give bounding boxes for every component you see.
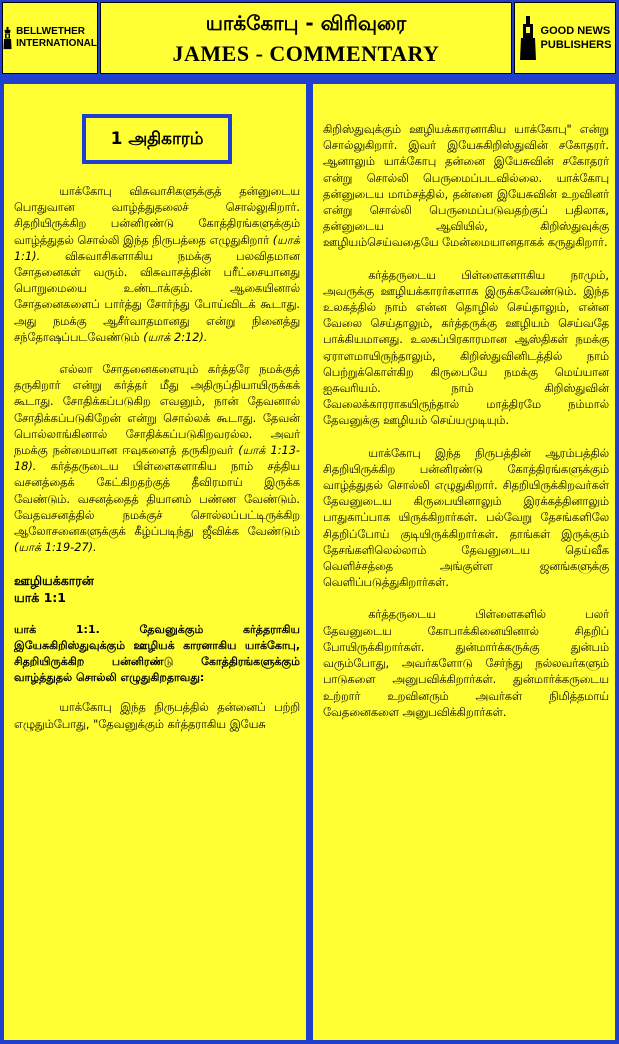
left-column [4, 84, 306, 1040]
paragraph: யாக்கோபு இந்த நிருபத்தில் தன்னைப் பற்றி எழுதும்போது, "தேவனுக்கும் கர்த்தராகிய இயேசு [14, 701, 300, 731]
scripture-reference: (யாக் 1:1). [14, 233, 300, 263]
right-column [313, 84, 615, 1040]
scripture-reference: (யாக் 2:12). [143, 330, 208, 344]
chapter-heading: 1 அதிகாரம் [82, 114, 232, 164]
bell-tower-icon [3, 16, 12, 60]
section-heading [14, 572, 300, 606]
section-title: ஊழியக்காரன் [14, 573, 94, 589]
logo-line-2: PUBLISHERS [540, 39, 612, 51]
tower-icon [519, 16, 537, 60]
logo-line-1: BELLWETHER [16, 26, 85, 37]
paragraph: கிறிஸ்துவுக்கும் ஊழியக்காரனாகிய யாக்கோபு" என்று சொல்லுகிறார். இவர் இயேசுகிறிஸ்துவின் சகோதரர். ஆனாலும் யாக்கோபு தன்னை இயேசுவின் சகோதரர் என்று சொல்லி பெருமைப்படவில்லை. யாக்கோபு தன்னுடைய மாம்சத்தில், தன்னை இயேசுவின் உறவினர் என்று சொல்லி பெருமைப்படுவதற்குப் பதிலாக, தன்னுடைய ஆவியில், கிறிஸ்துவுக்கு ஊழியம்செய்வதையே மேன்மையானதாகக் கருதுகிறார். [323, 123, 609, 250]
good-news-logo [514, 2, 616, 74]
paragraph: எல்லா சோதனைகளையும் கர்த்தரே நமக்குத் தருகிறார் என்று கர்த்தர் மீது அதிருப்தியாயிருக்கக் கூடாது. சோதிக்கப்படுகிற எவனும், நான் தேவனால் சோதிக்கப்படுகிறேன் என்று சொல்லக் கூடாது. தேவன் பொல்லாங்கினால் சோதிக்கப்படுகிறவரல்ல. அவர் நமக்கு நன்மையான ஈவுகளைத் தருகிறவர் (யாக் 1:13-18). கர்த்தருடைய பிள்ளைகளாகிய நாம் சத்திய வசனத்தைக் கேட்கிறதற்குத் தீவிரமாய் இருக்க வேண்டும். வசனத்தைத் தியானம் பண்ண வேண்டும். வேதவசனத்தில் நமக்குச் சொல்லப்பட்டிருக்கிற ஆலோசனைகளுக்குக் கீழ்ப்படிந்து ஜீவிக்க வேண்டும் (யாக் 1:19-27). [14, 363, 300, 555]
page-content [0, 80, 619, 1044]
section-reference: யாக் 1:1 [14, 590, 66, 606]
page-title-tamil: யாக்கோபு - விரிவுரை [205, 11, 407, 35]
paragraph: யாக்கோபு விசுவாசிகளுக்குத் தன்னுடைய பொதுவான வாழ்த்துதலைச் சொல்லுகிறார். சிதறியிருக்கிற பன்னிரண்டு கோத்திரங்களுக்கும் வாழ்த்துதல் சொல்லி இந்த நிருபத்தை எழுதுகிறார் (யாக் 1:1). விசுவாசிகளாகிய நமக்கு பலவிதமான சோதனைகள் வரும். விசுவாசத்தின் பரீட்சையானது பொறுமையை உண்டாக்கும். ஆகையினால் சோதனைகளைப் பார்த்து சோர்ந்து போய்விடக் கூடாது. அது நமக்கு ஆசீர்வாதமானது என்று நினைத்து சந்தோஷப்படவேண்டும் (யாக் 2:12). [14, 185, 300, 344]
paragraph: கர்த்தருடைய பிள்ளைகளாகிய நாமும், அவருக்கு ஊழியக்காரர்களாக இருக்கவேண்டும். இந்த உலகத்தில் நாம் என்ன தொழில் செய்தாலும், என்ன வேலை செய்தாலும், கர்த்தருக்கு ஊழியம் செய்வதே பாக்கியமானது. உலகப்பிரகாரமான ஆஸ்திகள் நமக்கு ஏராளமாயிருந்தாலும், கிறிஸ்துவினிடத்தில் நாம் பெற்றுக்கொள்கிற கிருபையே நமக்கு மெய்யான ஐசுவரியம். நாம் கிறிஸ்துவின் வேலைக்காரராகயிருந்தால் மாத்திரமே நம்மால் தேவனுக்கு ஊழியம் செய்யமுடியும். [323, 268, 609, 428]
verse-quote: யாக் 1:1. தேவனுக்கும் கர்த்தராகிய இயேசுகிறிஸ்துவுக்கும் ஊழியக் காரனாகிய யாக்கோபு, சிதறியிருக்கிற பன்னிரண்டு கோத்திரங்களுக்கும் வாழ்த்துதல் சொல்லி எழுதுகிறதாவது: [14, 623, 300, 685]
paragraph: கர்த்தருடைய பிள்ளைகளில் பலர் தேவனுடைய கோபாக்கினையினால் சிதறிப் போயிருக்கிறார்கள். துன்மார்க்கருக்கு துன்பம் வரும்போது, அவர்களோடு சேர்ந்து நல்லவர்களும் பாடுகளை அனுபவிக்கிறார்கள். துன்மார்க்கருடைய உற்றார் உறவினரும் அவர்கள் நிமித்தமாய் வேதனைகளை அனுபவிக்கிறார்கள். [323, 608, 609, 719]
scripture-reference: (யாக் 1:13-18). [14, 444, 300, 474]
paragraph: யாக்கோபு இந்த நிருபத்தின் ஆரம்பத்தில் சிதறியிருக்கிற பன்னிரண்டு கோத்திரங்களுக்கும் வாழ்த்துதல் சொல்லி எழுதுகிறார். சிதறியிருக்கிறவர்கள் தேவனுடைய கிருபையினாலும் இரக்கத்தினாலும் பாதுகாப்பாக யிருக்கிறார்கள். பல்வேறு தேசங்களிலே சிதறிப்போய் குடியிருக்கிறார்கள். தாங்கள் இருக்கும் தேசங்களிலெல்லாம் தேவனுடைய தெய்வீக வெளிச்சத்தை அங்குள்ள ஜனங்களுக்கு வெளிப்படுத்துகிறார்கள். [323, 446, 609, 590]
page-header [0, 0, 619, 80]
page-title-english: JAMES - COMMENTARY [172, 41, 440, 66]
logo-line-1: GOOD NEWS [540, 25, 611, 37]
logo-line-2: INTERNATIONAL [16, 38, 97, 49]
title-box [100, 2, 512, 74]
bellwether-logo [2, 2, 98, 74]
scripture-reference: (யாக் 1:19-27). [14, 541, 97, 555]
